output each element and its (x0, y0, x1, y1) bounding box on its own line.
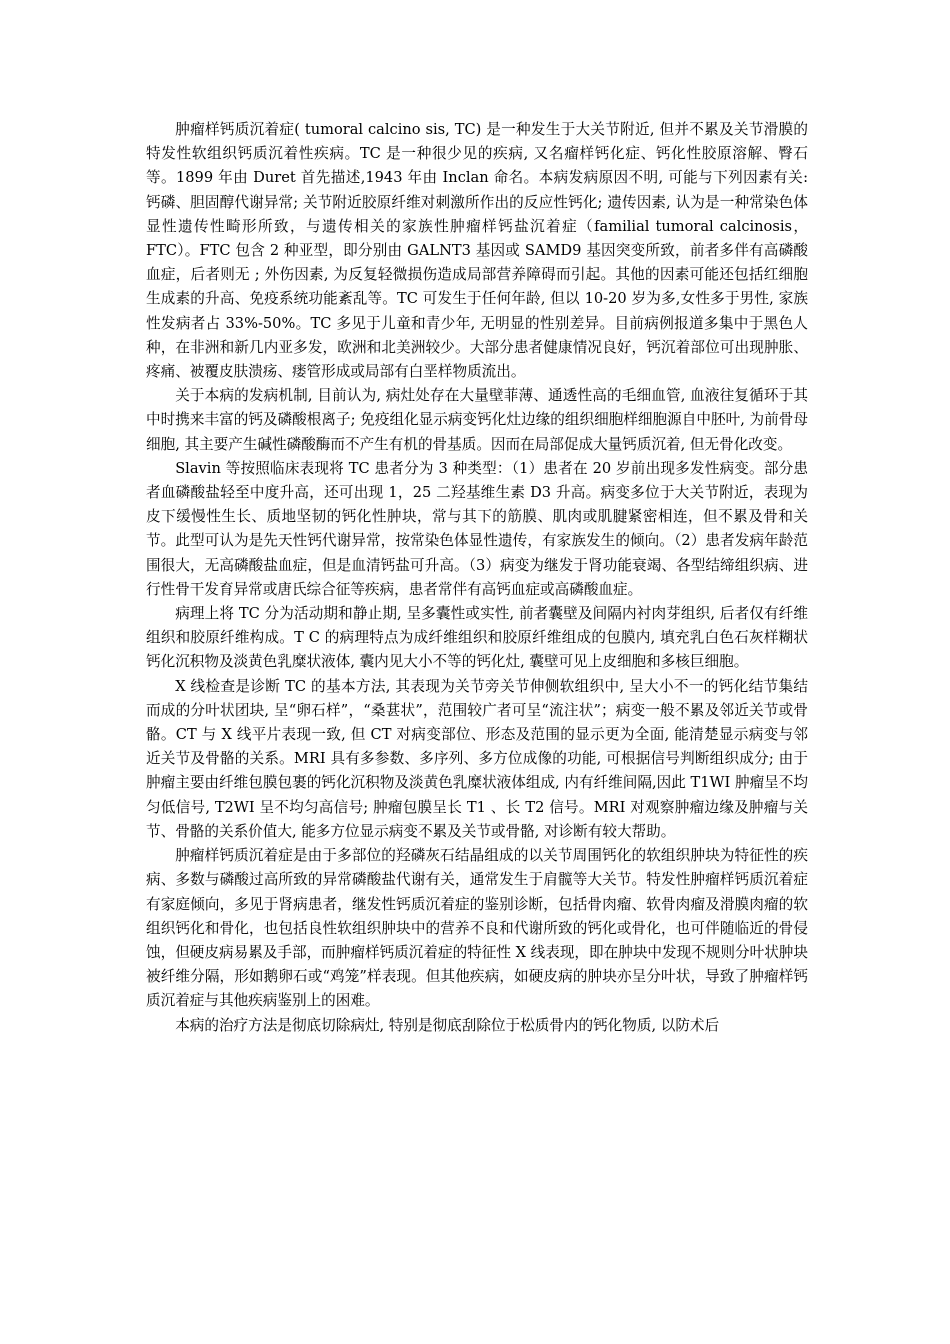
paragraph-pathology: 病理上将 TC 分为活动期和静止期, 呈多囊性或实性, 前者囊壁及间隔内衬肉芽组织, 后者仅有纤维组织和胶原纤维构成。T C 的病理特点为成纤维组织和胶原纤维组成的包膜内, 填充乳白色石灰样糊状钙化沉积物及淡黄色乳糜状液体, 囊内见大小不等的钙化灶, 囊壁可见上皮细胞和多核巨细胞。 (146, 605, 808, 671)
paragraph-differential-diagnosis: 肿瘤样钙质沉着症是由于多部位的羟磷灰石结晶组成的以关节周围钙化的软组织肿块为特征性的疾病、多数与磷酸过高所致的异常磷酸盐代谢有关，通常发生于肩髋等大关节。特发性肿瘤样钙质沉着症有家庭倾向，多见于肾病患者，继发性钙质沉着症的鉴别诊断，包括骨肉瘤、软骨肉瘤及滑膜肉瘤的软组织钙化和骨化，也包括良性软组织肿块中的营养不良和代谢所致的钙化或骨化，也可伴随临近的骨侵蚀，但硬皮病易累及手部，而肿瘤样钙质沉着症的特征性 X 线表现，即在肿块中发现不规则分叶状肿块被纤维分隔，形如鹅卵石或“鸡笼”样表现。但其他疾病，如硬皮病的肿块亦呈分叶状，导致了肿瘤样钙质沉着症与其他疾病鉴别上的困难。 (146, 847, 808, 1010)
paragraph-overview: 肿瘤样钙质沉着症( tumoral calcino sis, TC) 是一种发生于大关节附近, 但并不累及关节滑膜的特发性软组织钙质沉着性疾病。TC 是一种很少见的疾病, 又名瘤样钙化症、钙化性胶原溶解、臀石等。1899 年由 Duret 首先描述,1943 年由 Inclan 命名。本病发病原因不明, 可能与下列因素有关: 钙磷、胆固醇代谢异常; 关节附近胶原纤维对刺激所作出的反应性钙化; 遗传因素, 认为是一种常染色体显性遗传性畸形所致，与遗传相关的家族性肿瘤样钙盐沉着症（familial tumoral calcinosis，FTC）。FTC 包含 2 种亚型，即分别由 GALNT3 基因或 SAMD9 基因突变所致，前者多伴有高磷酸血症，后者则无 ; 外伤因素, 为反复轻微损伤造成局部营养障碍而引起。其他的因素可能还包括红细胞生成素的升高、免疫系统功能紊乱等。TC 可发生于任何年龄, 但以 10-20 岁为多,女性多于男性, 家族性发病者占 33%-50%。TC 多见于儿童和青少年, 无明显的性别差异。目前病例报道多集中于黑色人种，在非洲和新几内亚多发，欧洲和北美洲较少。大部分患者健康情况良好，钙沉着部位可出现肿胀、疼痛、被覆皮肤溃疡、瘘管形成或局部有白垩样物质流出。 (146, 121, 808, 381)
document-page (146, 118, 808, 1038)
paragraph-classification: Slavin 等按照临床表现将 TC 患者分为 3 种类型：（1）患者在 20 岁前出现多发性病变。部分患者血磷酸盐轻至中度升高，还可出现 1，25 二羟基维生素 D3 升高。病变多位于大关节附近，表现为皮下缓慢性生长、质地坚韧的钙化性肿块，常与其下的筋膜、肌肉或肌腱紧密相连，但不累及骨和关节。此型可认为是先天性钙代谢异常，按常染色体显性遗传，有家族发生的倾向。（2）患者发病年龄范围很大，无高磷酸盐血症，但是血清钙盐可升高。（3）病变为继发于肾功能衰竭、各型结缔组织病、进行性骨干发育异常或唐氏综合征等疾病，患者常伴有高钙血症或高磷酸血症。 (146, 459, 808, 598)
paragraph-treatment: 本病的治疗方法是彻底切除病灶, 特别是彻底刮除位于松质骨内的钙化物质, 以防术后 (175, 1016, 720, 1034)
paragraph-imaging: X 线检查是诊断 TC 的基本方法, 其表现为关节旁关节伸侧软组织中, 呈大小不一的钙化结节集结而成的分叶状团块, 呈“卵石样”，“桑葚状”，范围较广者可呈“流注状”；病变一般不累及邻近关节或骨骼。CT 与 X 线平片表现一致, 但 CT 对病变部位、形态及范围的显示更为全面, 能清楚显示病变与邻近关节及骨骼的关系。MRI 具有多参数、多序列、多方位成像的功能, 可根据信号判断组织成分; 由于肿瘤主要由纤维包膜包裹的钙化沉积物及淡黄色乳糜状液体组成, 内有纤维间隔,因此 T1WI 肿瘤呈不均匀低信号, T2WI 呈不均匀高信号; 肿瘤包膜呈长 T1 、长 T2 信号。MRI 对观察肿瘤边缘及肿瘤与关节、骨骼的关系价值大, 能多方位显示病变不累及关节或骨骼, 对诊断有较大帮助。 (146, 677, 808, 840)
paragraph-pathogenesis: 关于本病的发病机制, 目前认为, 病灶处存在大量壁菲薄、通透性高的毛细血管, 血液往复循环于其中时携来丰富的钙及磷酸根离子; 免疫组化显示病变钙化灶边缘的组织细胞样细胞源自中胚叶, 为前骨母细胞, 其主要产生碱性磷酸酶而不产生有机的骨基质。因而在局部促成大量钙质沉着, 但无骨化改变。 (146, 387, 808, 453)
